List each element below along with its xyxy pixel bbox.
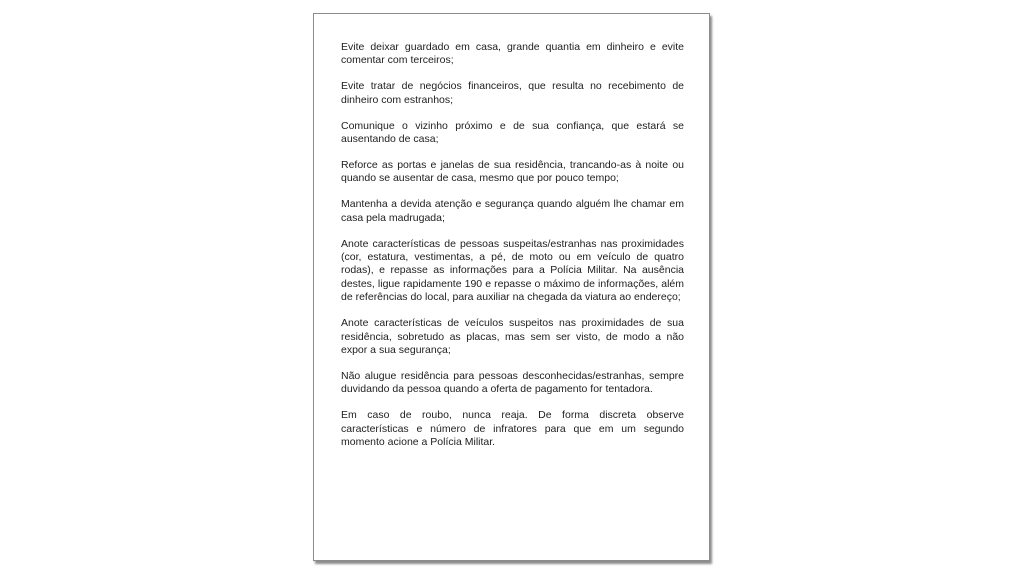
paragraph-cash-at-home: Evite deixar guardado em casa, grande quantia em dinheiro e evite comentar com terceiros;: [341, 41, 684, 67]
paragraph-reinforce-doors: Reforce as portas e janelas de sua residência, trancando-as à noite ou quando se ausentar de casa, mesmo que por pouco tempo;: [341, 158, 684, 185]
paragraph-suspicious-people: Anote características de pessoas suspeitas/estranhas nas proximidades (cor, estatura, vestimentas, a pé, de moto ou em veículo de quatro rodas), e repasse as informações para a Polícia Militar. Na ausência destes, ligue rapidamente 190 e repasse o máximo de informações, além de referências do local, para auxiliar na chegada da viatura ao endereço;: [341, 237, 684, 304]
document-content: [341, 41, 684, 462]
paragraph-renting: Não alugue residência para pessoas desconhecidas/estranhas, sempre duvidando da pessoa quando a oferta de pagamento for tentadora.: [341, 369, 684, 396]
document-page: [313, 13, 710, 561]
paragraph-financial-deals: Evite tratar de negócios financeiros, que resulta no recebimento de dinheiro com estranhos;: [341, 80, 684, 106]
paragraph-notify-neighbor: Comunique o vizinho próximo e de sua confiança, que estará se ausentando de casa;: [341, 119, 684, 146]
paragraph-robbery: Em caso de roubo, nunca reaja. De forma discreta observe características e número de infratores para que em um segundo momento acione a Polícia Militar.: [341, 409, 684, 448]
paragraph-night-calls: Mantenha a devida atenção e segurança quando alguém lhe chamar em casa pela madrugada;: [341, 198, 684, 224]
paragraph-suspicious-vehicles: Anote características de veículos suspeitos nas proximidades de sua residência, sobretudo as placas, mas sem ser visto, de modo a não expor a sua segurança;: [341, 317, 684, 356]
